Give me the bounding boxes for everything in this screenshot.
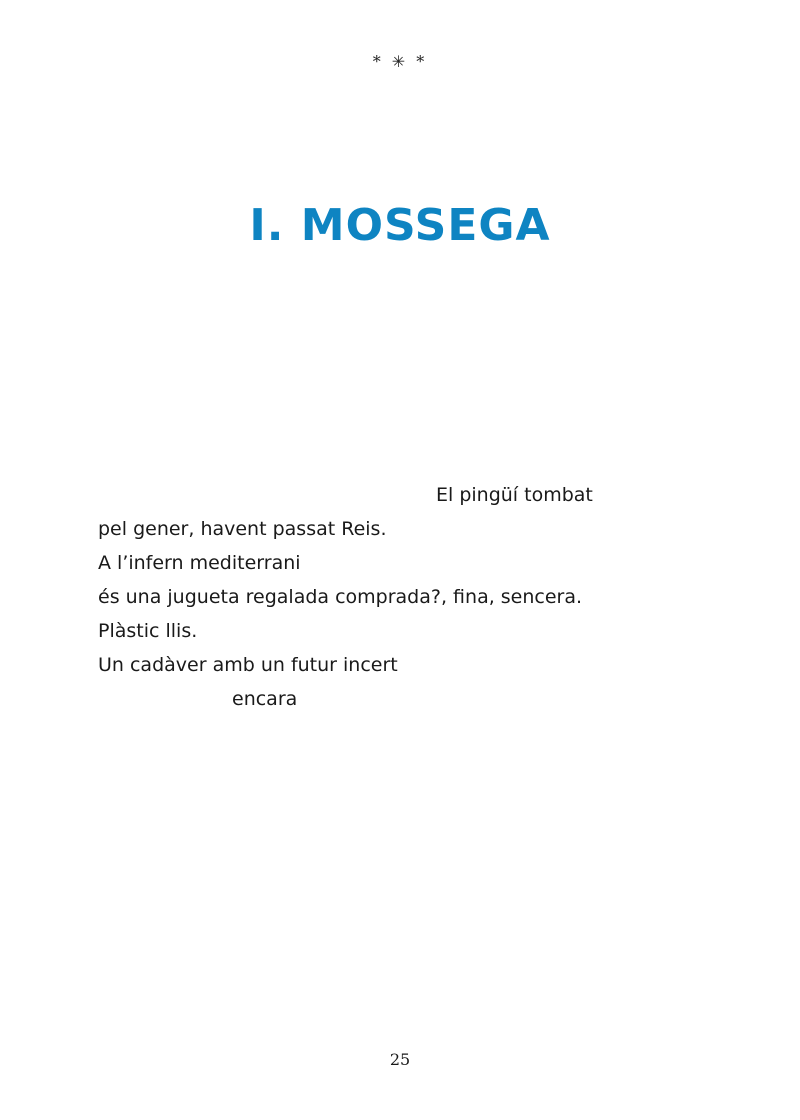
section-ornament: * ✳ * [372,52,428,71]
poem-line: pel gener, havent passat Reis. [98,518,387,540]
poem-line: Plàstic llis. [98,620,198,642]
poem-line: és una jugueta regalada comprada?, fina, sencera. [98,586,583,608]
poem-line: encara [232,688,298,710]
chapter-title: I. MOSSEGA [249,200,551,251]
poem-line: Un cadàver amb un futur incert [98,654,398,676]
poem-line: El pingüí tombat [436,484,593,506]
poem [98,478,718,716]
poem-line: A l’infern mediterrani [98,552,301,574]
page-number: 25 [389,1050,411,1069]
